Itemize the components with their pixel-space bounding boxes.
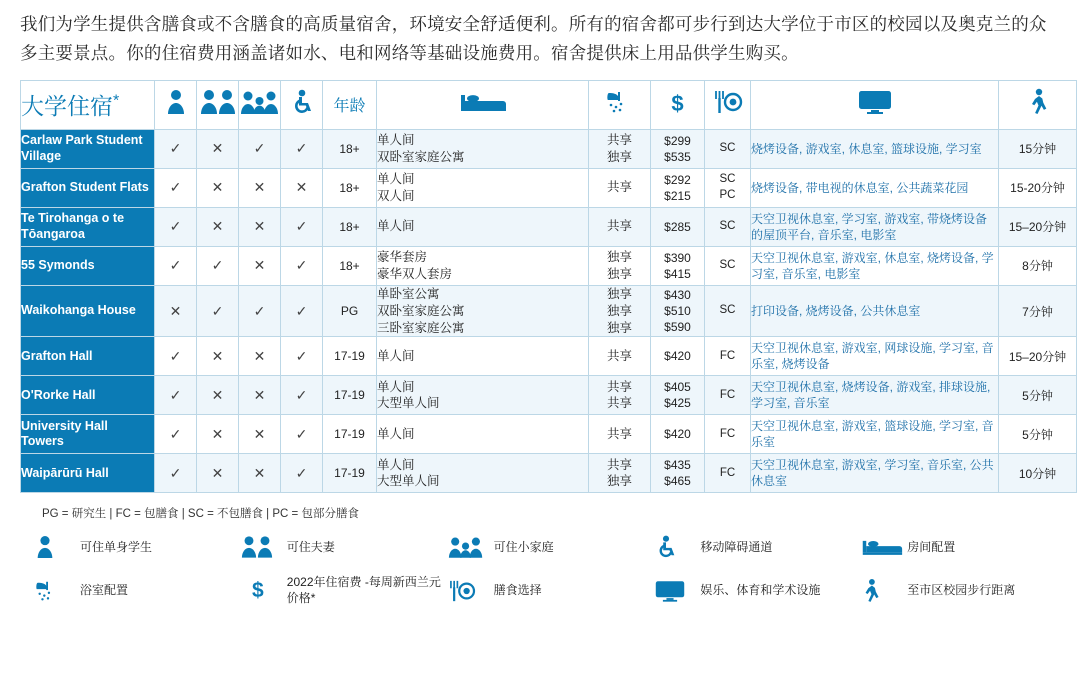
cell-single: ✓ <box>155 168 197 207</box>
table-row <box>21 415 1077 454</box>
legend-item <box>861 578 1068 604</box>
cell-price: $420 <box>651 337 705 376</box>
cell-price: $299 $535 <box>651 129 705 168</box>
header-price <box>651 80 705 129</box>
cell-couple: ✕ <box>197 415 239 454</box>
cell-bathroom: 共享 独享 <box>589 129 651 168</box>
cell-age: 18+ <box>323 168 377 207</box>
cell-room: 单人间 双人间 <box>377 168 589 207</box>
table-row <box>21 454 1077 493</box>
legend-item <box>654 535 861 559</box>
table-row <box>21 285 1077 337</box>
legend-label: 移动障碍通道 <box>700 539 773 554</box>
table-body <box>21 129 1077 493</box>
cell-bathroom: 共享 <box>589 337 651 376</box>
cell-age: PG <box>323 285 377 337</box>
intro-paragraph: 我们为学生提供含膳食或不含膳食的高质量宿舍，环境安全舒适便利。所有的宿舍都可步行到达大学位于市区的校园以及奥克兰的众多主要景点。你的住宿费用涵盖诸如水、电和网络等基础设施费用。宿舍提供床上用品供学生购买。 <box>20 14 1047 63</box>
legend-label: 可住夫妻 <box>286 539 335 554</box>
single-person-icon <box>164 89 188 115</box>
cell-family: ✕ <box>239 207 281 246</box>
cell-room: 单人间 <box>377 207 589 246</box>
legend-label: 可住单身学生 <box>80 539 153 554</box>
cell-bathroom: 独享 独享 <box>589 246 651 285</box>
cutlery-icon <box>713 89 743 115</box>
cell-single: ✓ <box>155 376 197 415</box>
family-icon <box>240 89 280 115</box>
cell-price: $420 <box>651 415 705 454</box>
row-name: Waikohanga House <box>21 285 155 337</box>
cell-family: ✕ <box>239 168 281 207</box>
cell-age: 17-19 <box>323 376 377 415</box>
family-icon <box>448 535 482 559</box>
cell-family: ✓ <box>239 129 281 168</box>
cell-single: ✕ <box>155 285 197 337</box>
cell-price: $435 $465 <box>651 454 705 493</box>
cell-room: 豪华套房 豪华双人套房 <box>377 246 589 285</box>
legend-grid <box>34 535 1068 606</box>
cell-meal: FC <box>705 454 751 493</box>
legend-label: 可住小家庭 <box>493 539 554 554</box>
cell-couple: ✕ <box>197 337 239 376</box>
header-couple <box>197 80 239 129</box>
legend-item <box>448 535 655 559</box>
cell-meal: FC <box>705 337 751 376</box>
cell-meal: SC <box>705 246 751 285</box>
cell-meal: SC PC <box>705 168 751 207</box>
cell-price: $390 $415 <box>651 246 705 285</box>
legend-label: 浴室配置 <box>80 583 129 598</box>
cell-price: $292 $215 <box>651 168 705 207</box>
cell-accessible: ✓ <box>281 337 323 376</box>
header-bathroom <box>589 80 651 129</box>
legend-label: 房间配置 <box>907 539 956 554</box>
row-name: Grafton Hall <box>21 337 155 376</box>
single-person-icon <box>34 535 68 559</box>
cell-accessible: ✓ <box>281 454 323 493</box>
cell-bathroom: 独享 独享 独享 <box>589 285 651 337</box>
table-title-asterisk: * <box>113 92 120 110</box>
monitor-icon <box>654 579 688 603</box>
row-name: Grafton Student Flats <box>21 168 155 207</box>
cell-facilities: 天空卫视休息室, 游戏室, 篮球设施, 学习室, 音乐室 <box>751 415 999 454</box>
cell-single: ✓ <box>155 207 197 246</box>
cell-single: ✓ <box>155 415 197 454</box>
row-name: Carlaw Park Student Village <box>21 129 155 168</box>
shower-icon <box>34 579 68 603</box>
cell-single: ✓ <box>155 129 197 168</box>
cell-age: 17-19 <box>323 415 377 454</box>
table-row <box>21 337 1077 376</box>
cell-walk: 7分钟 <box>999 285 1077 337</box>
cell-age: 17-19 <box>323 337 377 376</box>
cell-family: ✕ <box>239 376 281 415</box>
cell-bathroom: 共享 <box>589 168 651 207</box>
table-row <box>21 168 1077 207</box>
cell-room: 单人间 双卧室家庭公寓 <box>377 129 589 168</box>
cell-walk: 5分钟 <box>999 376 1077 415</box>
wheelchair-icon <box>289 89 315 115</box>
cell-walk: 5分钟 <box>999 415 1077 454</box>
walking-icon <box>861 578 895 604</box>
legend-label: 至市区校园步行距离 <box>907 583 1016 598</box>
header-meal <box>705 80 751 129</box>
cell-facilities: 天空卫视休息室, 烧烤设备, 游戏室, 排球设施, 学习室, 音乐室 <box>751 376 999 415</box>
legend-abbreviation-note: PG = 研究生 | FC = 包膳食 | SC = 不包膳食 | PC = 包部分膳食 <box>42 508 359 521</box>
legend-item <box>241 535 448 559</box>
cell-bathroom: 共享 <box>589 415 651 454</box>
cell-room: 单人间 <box>377 415 589 454</box>
legend-label: 2022年住宿费 -每周新西兰元价格* <box>286 575 441 605</box>
couple-icon <box>200 89 236 115</box>
cell-price: $430 $510 $590 <box>651 285 705 337</box>
cell-accessible: ✓ <box>281 207 323 246</box>
row-name: Te Tirohanga o te Tōangaroa <box>21 207 155 246</box>
cell-walk: 15分钟 <box>999 129 1077 168</box>
table-title <box>21 80 155 129</box>
cell-couple: ✕ <box>197 207 239 246</box>
legend-item <box>34 535 241 559</box>
legend-label: 娱乐、体育和学术设施 <box>700 583 821 598</box>
walking-icon <box>1027 88 1049 116</box>
cell-age: 18+ <box>323 129 377 168</box>
cell-walk: 8分钟 <box>999 246 1077 285</box>
header-single <box>155 80 197 129</box>
cell-facilities: 天空卫视休息室, 学习室, 游戏室, 带烧烤设备的屋顶平台, 音乐室, 电影室 <box>751 207 999 246</box>
table-row <box>21 129 1077 168</box>
cell-single: ✓ <box>155 246 197 285</box>
cell-meal: FC <box>705 376 751 415</box>
legend-item <box>448 579 655 603</box>
legend-item <box>34 579 241 603</box>
cutlery-icon <box>448 579 482 603</box>
cell-facilities: 打印设备, 烧烤设备, 公共休息室 <box>751 285 999 337</box>
dollar-icon: $ <box>251 578 264 602</box>
table-row <box>21 207 1077 246</box>
cell-accessible: ✕ <box>281 168 323 207</box>
cell-accessible: ✓ <box>281 285 323 337</box>
accommodation-table <box>20 80 1077 494</box>
cell-family: ✕ <box>239 246 281 285</box>
cell-family: ✕ <box>239 337 281 376</box>
dollar-icon: $ <box>671 91 684 117</box>
table-header-row <box>21 80 1077 129</box>
cell-age: 18+ <box>323 246 377 285</box>
cell-family: ✓ <box>239 285 281 337</box>
cell-accessible: ✓ <box>281 129 323 168</box>
cell-bathroom: 共享 独享 <box>589 454 651 493</box>
cell-couple: ✕ <box>197 454 239 493</box>
bed-icon <box>861 535 895 559</box>
table-title-text: 大学住宿 <box>21 93 113 120</box>
cell-price: $285 <box>651 207 705 246</box>
shower-icon <box>605 89 635 115</box>
cell-age: 18+ <box>323 207 377 246</box>
table-row <box>21 246 1077 285</box>
cell-room: 单人间 <box>377 337 589 376</box>
cell-accessible: ✓ <box>281 246 323 285</box>
wheelchair-icon <box>654 535 688 559</box>
cell-bathroom: 共享 <box>589 207 651 246</box>
cell-walk: 15–20分钟 <box>999 207 1077 246</box>
cell-facilities: 天空卫视休息室, 游戏室, 休息室, 烧烤设备, 学习室, 音乐室, 电影室 <box>751 246 999 285</box>
cell-family: ✕ <box>239 415 281 454</box>
cell-facilities: 天空卫视休息室, 游戏室, 网球设施, 学习室, 音乐室, 烧烤设备 <box>751 337 999 376</box>
cell-facilities: 天空卫视休息室, 游戏室, 学习室, 音乐室, 公共休息室 <box>751 454 999 493</box>
bed-icon <box>459 89 507 115</box>
cell-walk: 10分钟 <box>999 454 1077 493</box>
cell-accessible: ✓ <box>281 376 323 415</box>
cell-facilities: 烧烤设备, 带电视的休息室, 公共蔬菜花园 <box>751 168 999 207</box>
row-name: Waipārūrū Hall <box>21 454 155 493</box>
header-room <box>377 80 589 129</box>
cell-walk: 15–20分钟 <box>999 337 1077 376</box>
header-facilities <box>751 80 999 129</box>
couple-icon <box>241 535 275 559</box>
row-name: O'Rorke Hall <box>21 376 155 415</box>
legend-item <box>241 575 448 606</box>
monitor-icon <box>857 89 893 115</box>
table-row <box>21 376 1077 415</box>
cell-meal: SC <box>705 129 751 168</box>
header-walk <box>999 80 1077 129</box>
cell-bathroom: 共享 共享 <box>589 376 651 415</box>
cell-facilities: 烧烤设备, 游戏室, 休息室, 篮球设施, 学习室 <box>751 129 999 168</box>
cell-single: ✓ <box>155 337 197 376</box>
cell-meal: SC <box>705 207 751 246</box>
cell-price: $405 $425 <box>651 376 705 415</box>
cell-couple: ✕ <box>197 376 239 415</box>
cell-meal: FC <box>705 415 751 454</box>
legend-item <box>861 535 1068 559</box>
cell-couple: ✓ <box>197 246 239 285</box>
header-family <box>239 80 281 129</box>
cell-couple: ✓ <box>197 285 239 337</box>
cell-single: ✓ <box>155 454 197 493</box>
header-accessible <box>281 80 323 129</box>
cell-couple: ✕ <box>197 168 239 207</box>
cell-accessible: ✓ <box>281 415 323 454</box>
legend-label: 膳食选择 <box>493 583 542 598</box>
cell-couple: ✕ <box>197 129 239 168</box>
row-name: University Hall Towers <box>21 415 155 454</box>
cell-room: 单人间 大型单人间 <box>377 454 589 493</box>
cell-family: ✕ <box>239 454 281 493</box>
cell-room: 单人间 大型单人间 <box>377 376 589 415</box>
cell-room: 单卧室公寓 双卧室家庭公寓 三卧室家庭公寓 <box>377 285 589 337</box>
cell-meal: SC <box>705 285 751 337</box>
header-age: 年龄 <box>323 80 377 129</box>
cell-age: 17-19 <box>323 454 377 493</box>
cell-walk: 15-20分钟 <box>999 168 1077 207</box>
row-name: 55 Symonds <box>21 246 155 285</box>
legend-item <box>654 579 861 603</box>
